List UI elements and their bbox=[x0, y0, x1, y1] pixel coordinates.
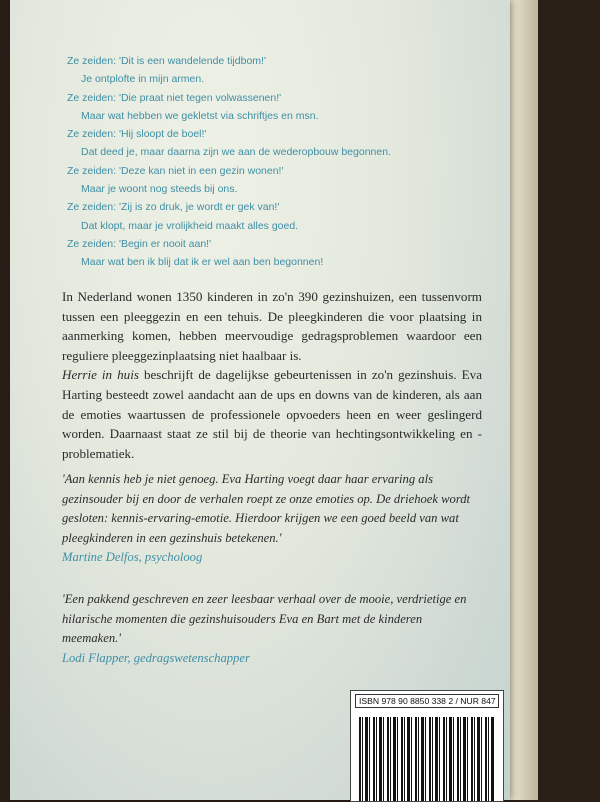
poem-answer-line: Maar je woont nog steeds bij ons. bbox=[81, 183, 238, 196]
poem-stanza bbox=[67, 125, 487, 162]
poem-answer-line: Dat klopt, maar je vrolijkheid maakt alles goed. bbox=[81, 219, 299, 232]
poem-said-line: Ze zeiden: 'Hij sloopt de boel!' bbox=[67, 128, 207, 141]
poem-said-line: Ze zeiden: 'Deze kan niet in een gezin wonen!' bbox=[67, 164, 284, 177]
poem-said-line: Ze zeiden: 'Die praat niet tegen volwassenen!' bbox=[67, 91, 282, 104]
poem-stanza bbox=[67, 162, 487, 199]
barcode-icon bbox=[359, 717, 495, 801]
poem-stanza bbox=[67, 89, 487, 126]
blurb-body bbox=[62, 287, 482, 463]
quote-attribution: Lodi Flapper, gedragswetenschapper bbox=[62, 650, 250, 665]
quote-attribution: Martine Delfos, psycholoog bbox=[62, 550, 203, 565]
review-quote bbox=[62, 470, 482, 568]
poem-answer-line: Maar wat hebben we gekletst via schriftjes en msn. bbox=[81, 109, 319, 122]
quote-text: 'Een pakkend geschreven en zeer leesbaar verhaal over de mooie, verdrietige en hilarische momenten die gezinshuisouders Eva en Bart met de kinderen meemaken.' bbox=[62, 592, 467, 646]
barcode-label bbox=[350, 690, 504, 802]
quote-text: 'Aan kennis heb je niet genoeg. Eva Harting voegt daar haar ervaring als gezinsouder bij en door de verhalen roept ze onze emoties op. De driehoek wordt gesloten: kennis-ervaring-emotie. Hierdoor krijgen we een goed beeld van wat pleegkinderen in een gezinshuis betekenen.' bbox=[62, 472, 471, 545]
poem-stanza bbox=[67, 198, 487, 235]
poem-answer-line: Maar wat ben ik blij dat ik er wel aan ben begonnen! bbox=[81, 256, 324, 269]
poem-said-line: Ze zeiden: 'Begin er nooit aan!' bbox=[67, 237, 212, 250]
blurb-paragraph-text: beschrijft de dagelijkse gebeurtenissen in zo'n gezinshuis. Eva Harting besteedt zowel aandacht aan de ups en downs van de kinderen, als aan de emoties waartussen de professionele opvoeders heen en weer geslingerd worden. Daarnaast staat ze stil bij de theorie van hechtingsontwikkeling en -problematiek. bbox=[62, 367, 483, 461]
poem-block bbox=[67, 52, 487, 272]
blurb-paragraph: In Nederland wonen 1350 kinderen in zo'n 390 gezinshuizen, een tussenvorm tussen een pleeggezin en een tehuis. De pleegkinderen die voor plaatsing in aanmerking komen, hebben meervoudige gedragsproblemen waardoor een reguliere pleeggezinplaatsing niet haalbaar is. bbox=[62, 289, 482, 363]
blurb-paragraph bbox=[62, 365, 482, 463]
poem-answer-line: Dat deed je, maar daarna zijn we aan de wederopbouw begonnen. bbox=[81, 146, 391, 159]
isbn-text: ISBN 978 90 8850 338 2 / NUR 847 bbox=[355, 694, 499, 708]
poem-answer-line: Je ontplofte in mijn armen. bbox=[81, 73, 205, 86]
poem-said-line: Ze zeiden: 'Zij is zo druk, je wordt er gek van!' bbox=[67, 201, 280, 214]
poem-stanza bbox=[67, 235, 487, 272]
review-quote bbox=[62, 590, 482, 668]
poem-said-line: Ze zeiden: 'Dit is een wandelende tijdbom!' bbox=[67, 55, 266, 67]
book-title: Herrie in huis bbox=[62, 367, 139, 383]
poem-stanza bbox=[67, 52, 487, 89]
